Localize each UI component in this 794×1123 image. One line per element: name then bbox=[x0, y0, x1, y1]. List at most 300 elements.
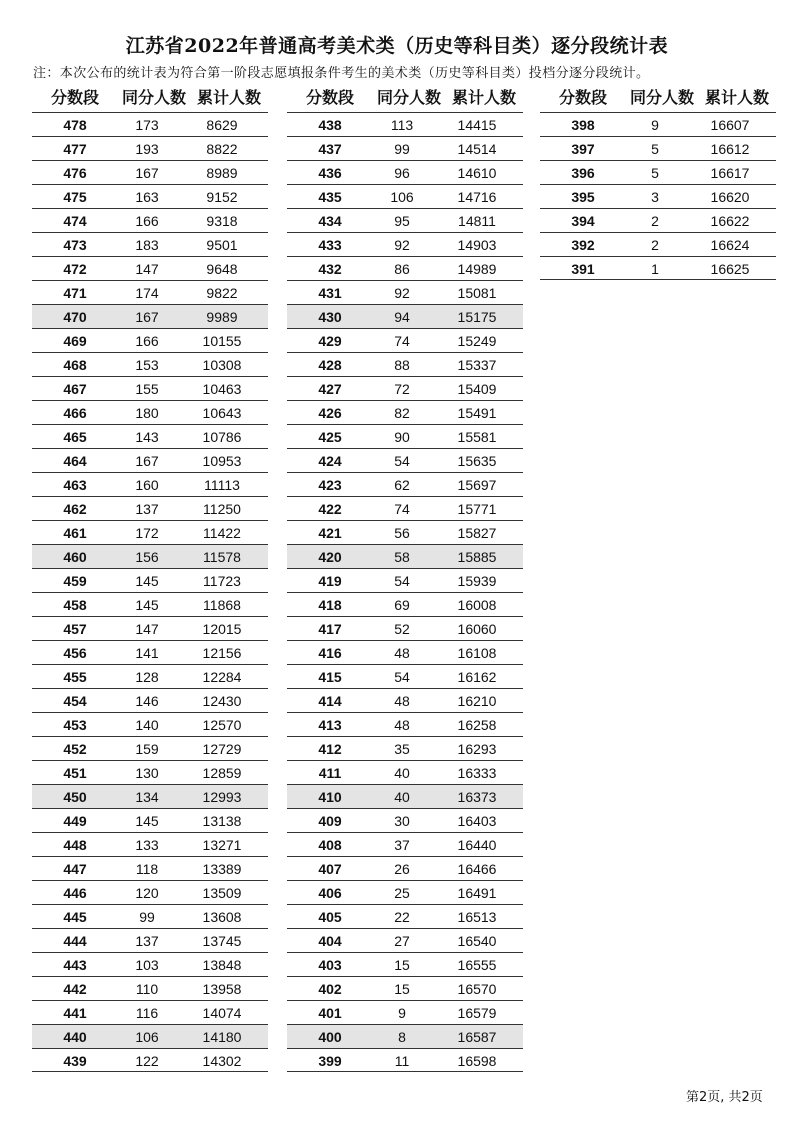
header-cumulative: 累计人数 bbox=[196, 88, 261, 107]
table-row bbox=[287, 592, 523, 616]
same-count-cell: 193 bbox=[135, 141, 159, 157]
same-count-cell: 166 bbox=[135, 213, 159, 229]
table-row bbox=[287, 280, 523, 304]
table-row bbox=[287, 352, 523, 376]
cumulative-cell: 16210 bbox=[457, 693, 497, 709]
cumulative-cell: 16373 bbox=[457, 789, 497, 805]
table-row bbox=[32, 784, 268, 808]
table-row bbox=[540, 160, 776, 184]
score-cell: 410 bbox=[318, 789, 342, 805]
cumulative-cell: 15337 bbox=[457, 357, 497, 373]
cumulative-cell: 10953 bbox=[202, 453, 242, 469]
table-row bbox=[32, 136, 268, 160]
same-count-cell: 25 bbox=[394, 885, 410, 901]
same-count-cell: 134 bbox=[135, 789, 159, 805]
header-score: 分数段 bbox=[558, 88, 607, 107]
table-row bbox=[287, 1048, 523, 1072]
table-row bbox=[287, 976, 523, 1000]
same-count-cell: 9 bbox=[398, 1005, 406, 1021]
table-rows bbox=[540, 112, 776, 280]
same-count-cell: 15 bbox=[394, 957, 410, 973]
cumulative-cell: 16598 bbox=[457, 1053, 497, 1069]
same-count-cell: 137 bbox=[135, 501, 159, 517]
table-row bbox=[540, 112, 776, 136]
cumulative-cell: 16491 bbox=[457, 885, 497, 901]
cumulative-cell: 13509 bbox=[202, 885, 242, 901]
score-cell: 446 bbox=[63, 885, 87, 901]
same-count-cell: 94 bbox=[394, 309, 410, 325]
table-row bbox=[32, 352, 268, 376]
table-row bbox=[287, 136, 523, 160]
cumulative-cell: 14811 bbox=[458, 213, 496, 229]
score-cell: 409 bbox=[318, 813, 342, 829]
score-cell: 459 bbox=[63, 573, 87, 589]
table-row bbox=[287, 496, 523, 520]
table-row bbox=[287, 760, 523, 784]
same-count-cell: 99 bbox=[139, 909, 155, 925]
score-cell: 421 bbox=[318, 525, 342, 541]
same-count-cell: 9 bbox=[651, 117, 659, 133]
cumulative-cell: 16570 bbox=[457, 981, 497, 997]
score-cell: 392 bbox=[571, 237, 595, 253]
table-row bbox=[287, 568, 523, 592]
cumulative-cell: 11578 bbox=[203, 549, 241, 565]
header-score: 分数段 bbox=[305, 88, 354, 107]
table-row bbox=[32, 928, 268, 952]
table-row bbox=[32, 544, 268, 568]
table-row bbox=[32, 184, 268, 208]
score-cell: 451 bbox=[63, 765, 87, 781]
table-row bbox=[287, 1024, 523, 1048]
table-row bbox=[32, 1024, 268, 1048]
table-row bbox=[287, 904, 523, 928]
same-count-cell: 110 bbox=[135, 981, 159, 997]
page-title: 江苏省2022年普通高考美术类（历史等科目类）逐分段统计表 bbox=[125, 35, 669, 57]
cumulative-cell: 14514 bbox=[457, 141, 497, 157]
score-cell: 402 bbox=[318, 981, 342, 997]
table-row bbox=[287, 232, 523, 256]
cumulative-cell: 11250 bbox=[203, 501, 241, 517]
score-cell: 418 bbox=[318, 597, 342, 613]
cumulative-cell: 16162 bbox=[457, 669, 497, 685]
score-cell: 391 bbox=[571, 261, 595, 277]
table-row bbox=[32, 904, 268, 928]
table-header bbox=[32, 86, 268, 110]
table-row bbox=[32, 640, 268, 664]
table-row bbox=[287, 1000, 523, 1024]
cumulative-cell: 14302 bbox=[202, 1053, 242, 1069]
table-row bbox=[32, 400, 268, 424]
cumulative-cell: 11422 bbox=[203, 525, 241, 541]
header-score: 分数段 bbox=[50, 88, 99, 107]
cumulative-cell: 10155 bbox=[202, 333, 242, 349]
score-cell: 437 bbox=[318, 141, 342, 157]
cumulative-cell: 13745 bbox=[202, 933, 242, 949]
score-cell: 405 bbox=[318, 909, 342, 925]
table-row bbox=[287, 328, 523, 352]
same-count-cell: 163 bbox=[135, 189, 159, 205]
same-count-cell: 106 bbox=[135, 1029, 159, 1045]
score-cell: 436 bbox=[318, 165, 342, 181]
table-row bbox=[287, 688, 523, 712]
table-column-1 bbox=[32, 86, 268, 1072]
table-note: 注：本次公布的统计表为符合第一阶段志愿填报条件考生的美术类（历史等科目类）投档分逐分段统计。 bbox=[33, 66, 650, 81]
score-cell: 420 bbox=[318, 549, 342, 565]
table-row bbox=[287, 544, 523, 568]
table-row bbox=[32, 856, 268, 880]
same-count-cell: 146 bbox=[135, 693, 159, 709]
score-cell: 440 bbox=[63, 1029, 87, 1045]
cumulative-cell: 16293 bbox=[457, 741, 497, 757]
table-row bbox=[287, 184, 523, 208]
score-cell: 449 bbox=[63, 813, 87, 829]
table-header bbox=[540, 86, 776, 110]
table-rows bbox=[287, 112, 523, 1072]
same-count-cell: 72 bbox=[394, 381, 410, 397]
score-cell: 432 bbox=[318, 261, 342, 277]
same-count-cell: 160 bbox=[135, 477, 159, 493]
score-cell: 461 bbox=[63, 525, 87, 541]
score-cell: 416 bbox=[318, 645, 342, 661]
same-count-cell: 2 bbox=[651, 237, 659, 253]
table-row bbox=[32, 520, 268, 544]
same-count-cell: 122 bbox=[135, 1053, 159, 1069]
score-cell: 427 bbox=[318, 381, 342, 397]
cumulative-cell: 14716 bbox=[457, 189, 497, 205]
table-row bbox=[32, 448, 268, 472]
same-count-cell: 5 bbox=[651, 165, 659, 181]
same-count-cell: 92 bbox=[394, 285, 410, 301]
same-count-cell: 5 bbox=[651, 141, 659, 157]
table-row bbox=[540, 136, 776, 160]
table-row bbox=[32, 688, 268, 712]
score-cell: 478 bbox=[63, 117, 87, 133]
score-cell: 447 bbox=[63, 861, 87, 877]
cumulative-cell: 16617 bbox=[710, 165, 750, 181]
cumulative-cell: 16579 bbox=[457, 1005, 497, 1021]
same-count-cell: 140 bbox=[135, 717, 159, 733]
score-cell: 424 bbox=[318, 453, 342, 469]
same-count-cell: 2 bbox=[651, 213, 659, 229]
same-count-cell: 145 bbox=[135, 573, 159, 589]
table-row bbox=[540, 208, 776, 232]
same-count-cell: 37 bbox=[394, 837, 410, 853]
cumulative-cell: 9822 bbox=[206, 285, 238, 301]
same-count-cell: 180 bbox=[135, 405, 159, 421]
same-count-cell: 27 bbox=[394, 933, 410, 949]
same-count-cell: 120 bbox=[135, 885, 159, 901]
cumulative-cell: 10643 bbox=[202, 405, 242, 421]
score-cell: 463 bbox=[63, 477, 87, 493]
cumulative-cell: 16333 bbox=[457, 765, 497, 781]
cumulative-cell: 9648 bbox=[206, 261, 238, 277]
score-cell: 469 bbox=[63, 333, 87, 349]
score-cell: 452 bbox=[63, 741, 87, 757]
table-row bbox=[32, 232, 268, 256]
table-row bbox=[287, 616, 523, 640]
table-row bbox=[287, 160, 523, 184]
cumulative-cell: 15081 bbox=[457, 285, 497, 301]
score-cell: 422 bbox=[318, 501, 342, 517]
table-row bbox=[32, 280, 268, 304]
table-row bbox=[287, 784, 523, 808]
table-column-2 bbox=[287, 86, 523, 1072]
table-row bbox=[32, 424, 268, 448]
cumulative-cell: 14180 bbox=[202, 1029, 242, 1045]
cumulative-cell: 11113 bbox=[204, 477, 240, 493]
same-count-cell: 106 bbox=[390, 189, 414, 205]
score-cell: 444 bbox=[63, 933, 87, 949]
table-row bbox=[32, 880, 268, 904]
table-row bbox=[32, 376, 268, 400]
same-count-cell: 48 bbox=[394, 645, 410, 661]
cumulative-cell: 12729 bbox=[202, 741, 242, 757]
score-cell: 475 bbox=[63, 189, 87, 205]
cumulative-cell: 8629 bbox=[206, 117, 238, 133]
score-cell: 470 bbox=[63, 309, 87, 325]
cumulative-cell: 16440 bbox=[457, 837, 497, 853]
score-cell: 464 bbox=[63, 453, 87, 469]
score-cell: 456 bbox=[63, 645, 87, 661]
table-row bbox=[287, 880, 523, 904]
same-count-cell: 54 bbox=[394, 669, 410, 685]
same-count-cell: 147 bbox=[135, 621, 159, 637]
same-count-cell: 95 bbox=[394, 213, 410, 229]
table-row bbox=[32, 736, 268, 760]
table-row bbox=[287, 520, 523, 544]
score-cell: 434 bbox=[318, 213, 342, 229]
same-count-cell: 167 bbox=[135, 309, 159, 325]
same-count-cell: 103 bbox=[135, 957, 159, 973]
score-cell: 411 bbox=[318, 765, 342, 781]
score-cell: 435 bbox=[318, 189, 342, 205]
table-row bbox=[32, 208, 268, 232]
score-cell: 457 bbox=[63, 621, 87, 637]
same-count-cell: 153 bbox=[135, 357, 159, 373]
score-cell: 433 bbox=[318, 237, 342, 253]
table-row bbox=[32, 328, 268, 352]
score-cell: 466 bbox=[63, 405, 87, 421]
score-cell: 462 bbox=[63, 501, 87, 517]
cumulative-cell: 14610 bbox=[457, 165, 497, 181]
same-count-cell: 159 bbox=[135, 741, 159, 757]
table-row bbox=[287, 472, 523, 496]
cumulative-cell: 13389 bbox=[202, 861, 242, 877]
same-count-cell: 172 bbox=[135, 525, 159, 541]
same-count-cell: 143 bbox=[135, 429, 159, 445]
score-cell: 400 bbox=[318, 1029, 342, 1045]
table-row bbox=[287, 400, 523, 424]
score-cell: 403 bbox=[318, 957, 342, 973]
score-cell: 419 bbox=[318, 573, 342, 589]
score-cell: 477 bbox=[63, 141, 87, 157]
score-cell: 465 bbox=[63, 429, 87, 445]
cumulative-cell: 9501 bbox=[206, 237, 238, 253]
same-count-cell: 137 bbox=[135, 933, 159, 949]
cumulative-cell: 14074 bbox=[202, 1005, 242, 1021]
cumulative-cell: 11868 bbox=[203, 597, 241, 613]
same-count-cell: 62 bbox=[394, 477, 410, 493]
same-count-cell: 130 bbox=[135, 765, 159, 781]
cumulative-cell: 12859 bbox=[202, 765, 242, 781]
cumulative-cell: 15827 bbox=[457, 525, 497, 541]
cumulative-cell: 16008 bbox=[457, 597, 497, 613]
same-count-cell: 40 bbox=[394, 765, 410, 781]
page-number: 第2页, 共2页 bbox=[686, 1090, 763, 1105]
table-header bbox=[287, 86, 523, 110]
table-row bbox=[32, 976, 268, 1000]
cumulative-cell: 16060 bbox=[457, 621, 497, 637]
cumulative-cell: 16587 bbox=[457, 1029, 497, 1045]
cumulative-cell: 16622 bbox=[710, 213, 750, 229]
cumulative-cell: 13958 bbox=[202, 981, 242, 997]
table-row bbox=[32, 160, 268, 184]
score-cell: 412 bbox=[318, 741, 342, 757]
header-cumulative: 累计人数 bbox=[704, 88, 769, 107]
same-count-cell: 166 bbox=[135, 333, 159, 349]
score-cell: 441 bbox=[63, 1005, 87, 1021]
table-row bbox=[540, 232, 776, 256]
cumulative-cell: 14903 bbox=[457, 237, 497, 253]
score-cell: 395 bbox=[571, 189, 595, 205]
same-count-cell: 113 bbox=[390, 117, 414, 133]
score-cell: 445 bbox=[63, 909, 87, 925]
header-cumulative: 累计人数 bbox=[451, 88, 516, 107]
same-count-cell: 116 bbox=[135, 1005, 159, 1021]
same-count-cell: 145 bbox=[135, 597, 159, 613]
same-count-cell: 58 bbox=[394, 549, 410, 565]
table-row bbox=[32, 664, 268, 688]
cumulative-cell: 12156 bbox=[202, 645, 242, 661]
score-cell: 404 bbox=[318, 933, 342, 949]
same-count-cell: 99 bbox=[394, 141, 410, 157]
same-count-cell: 1 bbox=[651, 261, 659, 277]
cumulative-cell: 16555 bbox=[457, 957, 497, 973]
table-row bbox=[287, 424, 523, 448]
score-cell: 453 bbox=[63, 717, 87, 733]
table-row bbox=[287, 712, 523, 736]
score-cell: 471 bbox=[63, 285, 87, 301]
cumulative-cell: 15635 bbox=[457, 453, 497, 469]
table-row bbox=[32, 832, 268, 856]
same-count-cell: 48 bbox=[394, 693, 410, 709]
header-same-count: 同分人数 bbox=[121, 88, 186, 107]
score-cell: 408 bbox=[318, 837, 342, 853]
same-count-cell: 128 bbox=[135, 669, 159, 685]
cumulative-cell: 16466 bbox=[457, 861, 497, 877]
score-cell: 415 bbox=[318, 669, 342, 685]
table-row bbox=[287, 856, 523, 880]
cumulative-cell: 12570 bbox=[202, 717, 242, 733]
score-cell: 467 bbox=[63, 381, 87, 397]
header-same-count: 同分人数 bbox=[376, 88, 441, 107]
table-row bbox=[287, 832, 523, 856]
score-cell: 401 bbox=[318, 1005, 342, 1021]
cumulative-cell: 9152 bbox=[206, 189, 238, 205]
table-row bbox=[287, 112, 523, 136]
same-count-cell: 15 bbox=[394, 981, 410, 997]
cumulative-cell: 15939 bbox=[457, 573, 497, 589]
score-cell: 438 bbox=[318, 117, 342, 133]
score-cell: 394 bbox=[571, 213, 595, 229]
score-cell: 454 bbox=[63, 693, 87, 709]
table-row bbox=[287, 376, 523, 400]
table-row bbox=[287, 664, 523, 688]
same-count-cell: 92 bbox=[394, 237, 410, 253]
cumulative-cell: 14989 bbox=[457, 261, 497, 277]
same-count-cell: 8 bbox=[398, 1029, 406, 1045]
score-cell: 455 bbox=[63, 669, 87, 685]
table-row bbox=[287, 304, 523, 328]
score-cell: 443 bbox=[63, 957, 87, 973]
score-cell: 428 bbox=[318, 357, 342, 373]
cumulative-cell: 10786 bbox=[202, 429, 242, 445]
table-row bbox=[540, 256, 776, 280]
score-cell: 398 bbox=[571, 117, 595, 133]
same-count-cell: 167 bbox=[135, 165, 159, 181]
score-cell: 439 bbox=[63, 1053, 87, 1069]
cumulative-cell: 13271 bbox=[202, 837, 242, 853]
score-cell: 431 bbox=[318, 285, 342, 301]
table-row bbox=[540, 184, 776, 208]
score-cell: 423 bbox=[318, 477, 342, 493]
same-count-cell: 174 bbox=[135, 285, 159, 301]
cumulative-cell: 15409 bbox=[457, 381, 497, 397]
cumulative-cell: 15249 bbox=[457, 333, 497, 349]
cumulative-cell: 15885 bbox=[457, 549, 497, 565]
same-count-cell: 118 bbox=[135, 861, 159, 877]
cumulative-cell: 16625 bbox=[710, 261, 750, 277]
score-cell: 425 bbox=[318, 429, 342, 445]
score-cell: 476 bbox=[63, 165, 87, 181]
cumulative-cell: 8822 bbox=[206, 141, 238, 157]
cumulative-cell: 15491 bbox=[457, 405, 497, 421]
score-cell: 406 bbox=[318, 885, 342, 901]
score-cell: 396 bbox=[571, 165, 595, 181]
cumulative-cell: 16612 bbox=[710, 141, 750, 157]
same-count-cell: 156 bbox=[135, 549, 159, 565]
same-count-cell: 52 bbox=[394, 621, 410, 637]
cumulative-cell: 15175 bbox=[457, 309, 497, 325]
same-count-cell: 74 bbox=[394, 333, 410, 349]
cumulative-cell: 9318 bbox=[206, 213, 238, 229]
score-cell: 472 bbox=[63, 261, 87, 277]
cumulative-cell: 16624 bbox=[710, 237, 750, 253]
table-row bbox=[287, 952, 523, 976]
cumulative-cell: 12993 bbox=[202, 789, 242, 805]
cumulative-cell: 12430 bbox=[202, 693, 242, 709]
cumulative-cell: 16513 bbox=[457, 909, 497, 925]
same-count-cell: 173 bbox=[135, 117, 159, 133]
table-row bbox=[32, 760, 268, 784]
same-count-cell: 11 bbox=[394, 1053, 410, 1069]
cumulative-cell: 16607 bbox=[710, 117, 750, 133]
score-cell: 430 bbox=[318, 309, 342, 325]
same-count-cell: 155 bbox=[135, 381, 159, 397]
same-count-cell: 167 bbox=[135, 453, 159, 469]
score-cell: 460 bbox=[63, 549, 87, 565]
same-count-cell: 54 bbox=[394, 453, 410, 469]
table-row bbox=[32, 952, 268, 976]
score-cell: 429 bbox=[318, 333, 342, 349]
header-same-count: 同分人数 bbox=[629, 88, 694, 107]
cumulative-cell: 15771 bbox=[457, 501, 497, 517]
score-cell: 474 bbox=[63, 213, 87, 229]
same-count-cell: 26 bbox=[394, 861, 410, 877]
score-cell: 450 bbox=[63, 789, 87, 805]
same-count-cell: 40 bbox=[394, 789, 410, 805]
table-column-3 bbox=[540, 86, 776, 280]
